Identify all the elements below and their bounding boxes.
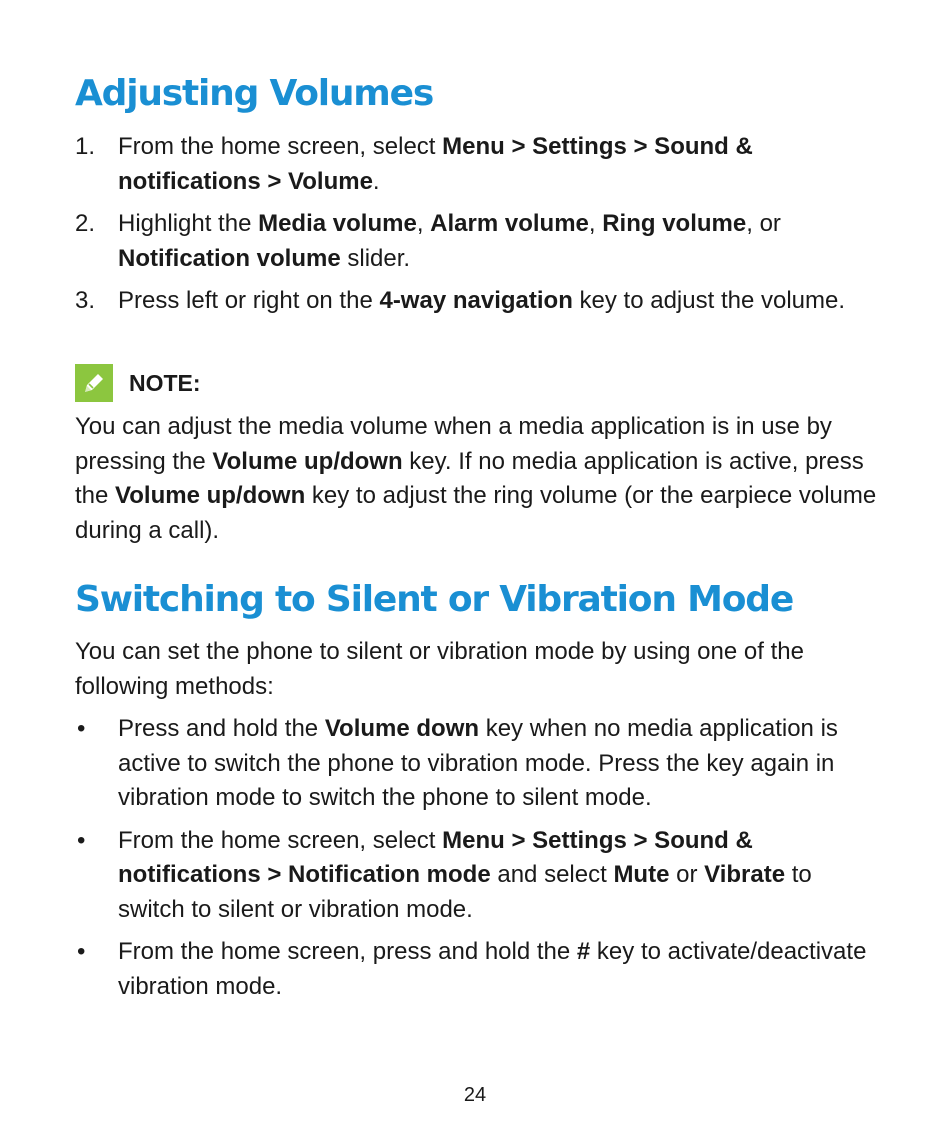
bold-text-run: Volume up/down bbox=[212, 447, 403, 475]
note-text bbox=[75, 410, 885, 548]
text-run: key to adjust the ring volume (or the earpiece volume during a call). bbox=[75, 482, 877, 544]
bold-text-run: Vibrate bbox=[704, 861, 786, 888]
bullet-text bbox=[118, 715, 838, 811]
step-text bbox=[118, 210, 781, 272]
text-run: Highlight the bbox=[118, 210, 259, 237]
bullet-text bbox=[118, 827, 812, 923]
note-label: NOTE: bbox=[129, 369, 201, 396]
bullet-marker: • bbox=[77, 715, 86, 742]
list-item bbox=[75, 130, 885, 199]
step-number: 2. bbox=[75, 210, 96, 237]
pencil-icon bbox=[75, 364, 113, 402]
section-intro: You can set the phone to silent or vibration mode by using one of the following methods: bbox=[75, 638, 804, 700]
volume-steps-list bbox=[75, 130, 885, 327]
text-run: . bbox=[372, 167, 380, 195]
text-run: , bbox=[588, 210, 603, 237]
text-run: , or bbox=[746, 210, 781, 237]
list-item bbox=[75, 207, 885, 276]
text-run: slider. bbox=[340, 244, 411, 272]
list-item bbox=[75, 284, 885, 319]
list-item bbox=[75, 824, 885, 928]
bullet-marker: • bbox=[77, 826, 86, 854]
methods-bullet-list bbox=[75, 712, 885, 1012]
bold-text-run: Menu > Settings > Sound & notifications > Notification mode bbox=[118, 826, 753, 888]
text-run: , bbox=[416, 210, 431, 237]
text-run: key. If no media application is active, press the bbox=[75, 447, 864, 509]
text-run: From the home screen, select bbox=[118, 133, 443, 160]
bold-text-run: Alarm volume bbox=[430, 210, 589, 237]
step-number: 3. bbox=[75, 287, 96, 314]
text-run: key to adjust the volume. bbox=[572, 287, 846, 314]
text-run: Press left or right on the bbox=[118, 287, 380, 314]
bold-text-run: Mute bbox=[613, 861, 670, 888]
bullet-text bbox=[118, 938, 866, 1000]
step-text bbox=[118, 133, 753, 195]
bold-text-run: Ring volume bbox=[602, 210, 747, 237]
bold-text-run: Menu > Settings > Sound & notifications > Volume bbox=[118, 133, 753, 195]
bold-text-run: Volume down bbox=[324, 715, 480, 742]
bold-text-run: Media volume bbox=[258, 210, 417, 237]
text-run: to switch to silent or vibration mode. bbox=[118, 861, 812, 923]
bold-text-run: Volume up/down bbox=[115, 482, 306, 509]
text-run: Press and hold the bbox=[118, 715, 325, 742]
step-text bbox=[118, 287, 845, 314]
bullet-marker: • bbox=[77, 938, 86, 965]
bold-text-run: # bbox=[576, 938, 591, 965]
section-title-silent-vibration: Switching to Silent or Vibration Mode bbox=[75, 579, 794, 620]
page-number: 24 bbox=[463, 1084, 487, 1106]
text-run: key when no media application is active to switch the phone to vibration mode. Press the key again in vibration mode to switch the phone to silent mode. bbox=[118, 715, 838, 811]
section-title-adjusting-volumes: Adjusting Volumes bbox=[75, 73, 434, 114]
text-run: From the home screen, select bbox=[118, 826, 443, 854]
note-header bbox=[75, 364, 201, 402]
text-run: and select bbox=[490, 861, 614, 888]
step-number: 1. bbox=[75, 133, 96, 160]
text-run: or bbox=[669, 861, 705, 888]
bold-text-run: Notification volume bbox=[118, 244, 341, 272]
text-run: You can adjust the media volume when a media application is in use by pressing the bbox=[75, 413, 832, 475]
text-run: From the home screen, press and hold the bbox=[118, 938, 577, 965]
text-run: key to activate/deactivate vibration mode. bbox=[118, 938, 867, 1000]
bold-text-run: 4-way navigation bbox=[379, 287, 573, 314]
list-item bbox=[75, 712, 885, 816]
list-item bbox=[75, 935, 885, 1004]
